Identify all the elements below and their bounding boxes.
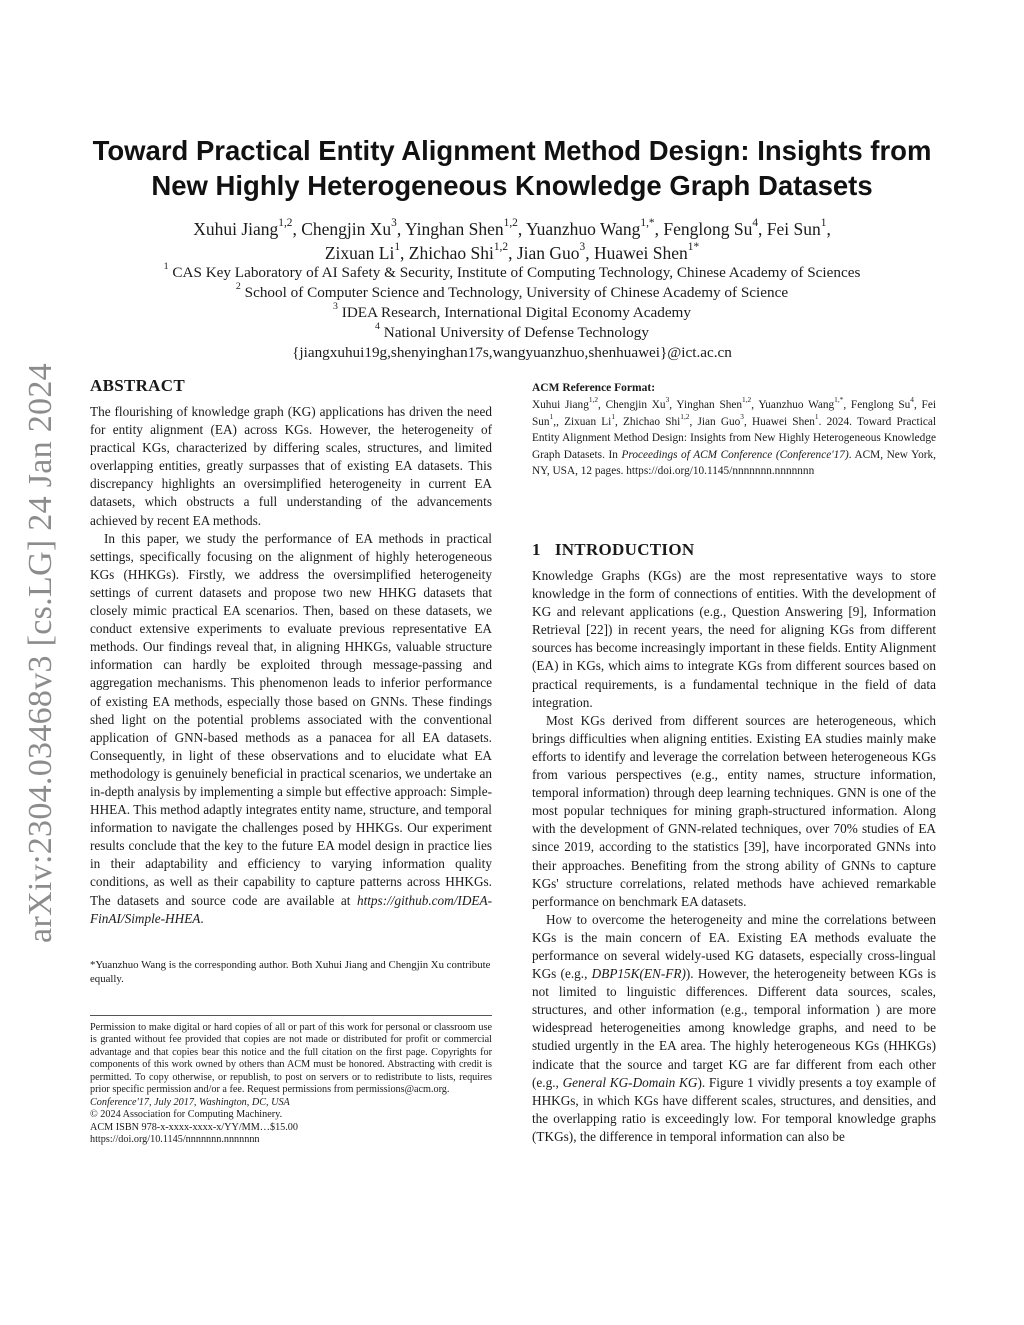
affiliation-sup: 2	[235, 281, 241, 293]
arxiv-stamp-text: arXiv:2304.03468v3 [cs.LG] 24 Jan 2024	[22, 362, 59, 943]
intro-p3-text: ). Figure 1 vividly presents a toy example of HHKGs, in which KGs have different scales, structures, and densities, and the overlapping ratio is exceedingly low. For temporal knowledge graphs (TKGs), the difference in temporal information can also be	[532, 1074, 937, 1144]
ref-sup: 1	[814, 411, 819, 421]
author-name: Huawei Shen	[593, 243, 688, 263]
intro-p3-text: How to overcome the heterogeneity and mine the correlations between KGs is the main concern of EA. Existing EA methods evaluate the performance on several widely-used KG datasets, especially cross-lingual KGs (e.g.,	[532, 911, 936, 982]
intro-p3-italic: DBP15K(EN-FR)	[591, 966, 686, 982]
corresponding-author-footnote: *Yuanzhuo Wang is the corresponding author. Both Xuhui Jiang and Chengjin Xu contribute equally.	[90, 958, 491, 985]
affiliation	[90, 323, 934, 343]
abstract-paragraph-1: The flourishing of knowledge graph (KG) applications has driven the need for entity alignment (EA) across KGs. However, the heterogeneity of practical KGs, characterized by differing scales, structures, and limited overlapping entities, greatly surpasses that of existing EA datasets. This discrepancy highlights an oversimplified heterogeneity in current EA datasets, which obstructs a full understanding of the advancements achieved by recent EA methods.	[90, 404, 492, 528]
title-line-2: New Highly Heterogeneous Knowledge Graph Datasets	[151, 170, 873, 201]
author-name: Xuhui Jiang	[193, 219, 279, 239]
conference-info: Conference'17, July 2017, Washington, DC, USA	[90, 1096, 290, 1108]
author-list	[100, 217, 924, 265]
author-line-2	[100, 241, 924, 265]
ref-sup: 1,2	[742, 395, 752, 405]
author-sep: ,	[758, 219, 767, 239]
acm-reference-heading: ACM Reference Format:	[532, 382, 656, 394]
intro-paragraph-1: Knowledge Graphs (KGs) are the most representative ways to store knowledge in the form of connections of entities. With the development of KG and relevant applications (e.g., Question Answering [9], Information Retrieval [22]) in recent years, the need for aligning KGs from different sources has become increasingly important in these fields. Entity Alignment (EA) in KGs, which aims to integrate KGs from different sources based on practical requirements, is a fundamental technique in the field of data integration.	[532, 568, 936, 710]
author-name: Fenglong Su	[663, 219, 753, 239]
ref-author: , Fei Sun	[532, 399, 936, 428]
ref-sup: 1	[611, 411, 615, 421]
ref-sup: 3	[740, 411, 744, 421]
author-name: Yuanzhuo Wang	[525, 219, 641, 239]
author-sep: ,	[826, 219, 831, 239]
affiliation-text: National University of Defense Technology	[383, 324, 649, 341]
affiliation-sup: 3	[333, 301, 338, 313]
author-line-1	[100, 217, 924, 241]
affiliation	[90, 283, 934, 303]
copyright-notice: © 2024 Association for Computing Machinery.	[90, 1109, 283, 1121]
arxiv-stamp	[20, 362, 62, 943]
author-emails: {jiangxuhui19g,shenyinghan17s,wangyuanzhuo,shenhuawei}@ict.ac.cn	[292, 344, 732, 361]
source-code-link[interactable]: https://github.com/IDEA-FinAI/Simple-HHEA	[90, 892, 492, 926]
author-affil-sup: 1*	[687, 241, 700, 254]
intro-paragraph-2: Most KGs derived from different sources are heterogeneous, which brings difficulties when aligning entities. Existing EA studies mainly make efforts to identify and leverage the correlation between heterogeneous KGs from various perspectives (e.g., entity names, structure information, temporal information) through deep learning techniques. GNN is one of the most popular techniques for mining graph-structured information. Along with the development of GNN-related techniques, over 70% studies of EA since 2019, according to the statistics [39], have incorporated GNNs into their approaches. Benefiting from the strong ability of GNNs to capture KGs' structure correlations, related methods have achieved remarkable performance on benchmark EA datasets.	[532, 712, 936, 909]
author-affil-sup: 1,2	[503, 217, 518, 230]
affiliation-sup: 4	[375, 321, 380, 333]
abstract-heading: ABSTRACT	[90, 376, 185, 395]
author-affil-sup: 1,2	[278, 217, 293, 230]
author-sep: ,	[396, 219, 405, 239]
author-sep: ,	[292, 219, 302, 239]
ref-sup: 4	[910, 395, 914, 405]
affiliation-text: IDEA Research, International Digital Economy Academy	[341, 304, 691, 321]
isbn: ACM ISBN 978-x-xxxx-xxxx-x/YY/MM…$15.00	[90, 1121, 298, 1133]
author-name: Fei Sun	[766, 219, 821, 239]
affiliation	[90, 263, 934, 283]
paper-title	[60, 133, 964, 203]
title-line-1: Toward Practical Entity Alignment Method Design: Insights from	[92, 135, 932, 166]
author-affil-sup: 1	[394, 241, 401, 254]
ref-author: , Zhichao Shi	[615, 415, 681, 428]
affiliation-sup: 1	[163, 261, 169, 273]
ref-sup: 1,*	[834, 395, 844, 405]
intro-p3-text: ). However, the heterogeneity between KGs is not limited to linguistic differences. Different data sources, scales, structures, and other information (e.g., temporal information ) are more widespread heterogeneities among knowledge graphs, and need to be studied urgently in the EA area. The highly heterogeneous KGs (HHKGs) indicate that the source and target KG are far different from each other (e.g.,	[532, 966, 936, 1090]
author-affil-sup: 3	[579, 241, 586, 254]
author-name: Jian Guo	[516, 243, 580, 263]
left-column	[90, 376, 492, 1147]
ref-text: . ACM, New York, NY, USA, 12 pages. https://doi.org/10.1145/nnnnnnn.nnnnnnn	[532, 448, 936, 477]
ref-author: , Yuanzhuo Wang	[751, 399, 835, 411]
author-name: Chengjin Xu	[301, 219, 392, 239]
author-affil-sup: 3	[391, 217, 397, 230]
affiliation-text: School of Computer Science and Technology, University of Chinese Academy of Science	[244, 284, 789, 301]
author-affil-sup: 1,*	[640, 217, 655, 230]
ref-sup: 1,2	[588, 395, 599, 405]
author-sep: ,	[654, 219, 664, 239]
abstract-paragraph-2-end: .	[200, 910, 204, 926]
author-name: Zixuan Li	[324, 243, 395, 263]
introduction-section	[532, 540, 936, 1146]
affiliation	[90, 303, 934, 323]
ref-sup: 1	[549, 411, 554, 421]
author-affil-sup: 1	[820, 217, 827, 230]
ref-text: . 2024. Toward Practical Entity Alignment Method Design: Insights from New Highly Heterogeneous Knowledge Graph Datasets. In	[532, 415, 937, 461]
ref-author: , Fenglong Su	[843, 399, 911, 411]
permission-block	[90, 1015, 492, 1147]
ref-author: ,, Zixuan Li	[553, 415, 612, 428]
section-number: 1	[532, 540, 541, 559]
ref-proceedings: Proceedings of ACM Conference (Conference'17)	[621, 448, 849, 461]
ref-author: , Jian Guo	[689, 415, 741, 428]
acm-reference-block	[532, 382, 936, 480]
author-sep: ,	[400, 243, 409, 263]
ref-sup: 1,2	[680, 411, 690, 421]
author-sep: ,	[517, 219, 526, 239]
permission-text: Permission to make digital or hard copies of all or part of this work for personal or classroom use is granted without fee provided that copies are not made or distributed for profit or commercial advantage and that copies bear this notice and the full citation on the first page. Copyrights for components of this work owned by others than ACM must be honored. Abstracting with credit is permitted. To copy otherwise, or republish, to post on servers or to redistribute to lists, requires prior specific permission and/or a fee. Request permissions from permissions@acm.org.	[90, 1021, 492, 1096]
acm-reference-text	[532, 397, 936, 480]
intro-p3-italic: General KG-Domain KG	[562, 1074, 698, 1090]
ref-sup: 3	[665, 395, 670, 405]
abstract-paragraph-2	[90, 530, 492, 928]
section-title: INTRODUCTION	[554, 540, 695, 559]
ref-author: Xuhui Jiang	[532, 399, 589, 411]
ref-author: , Chengjin Xu	[598, 399, 666, 411]
introduction-heading	[532, 540, 936, 560]
author-affil-sup: 1,2	[493, 241, 509, 254]
author-name: Zhichao Shi	[408, 243, 494, 263]
author-affil-sup: 4	[752, 217, 759, 230]
author-name: Yinghan Shen	[404, 219, 504, 239]
affiliation-list	[90, 263, 934, 363]
author-sep: ,	[508, 243, 517, 263]
ref-author: , Yinghan Shen	[669, 399, 743, 411]
doi-link[interactable]: https://doi.org/10.1145/nnnnnnn.nnnnnnn	[90, 1134, 260, 1146]
affiliation-text: CAS Key Laboratory of AI Safety & Security, Institute of Computing Technology, Chinese Academy of Sciences	[172, 264, 861, 281]
intro-paragraph-3	[532, 911, 936, 1146]
abstract-paragraph-2-text: In this paper, we study the performance of EA methods in practical settings, specifically focusing on the alignment of highly heterogeneous KGs (HHKGs). Firstly, we address the oversimplified heterogeneity settings of current datasets and propose two new HHKG datasets that closely mimic practical EA scenarios. Then, based on these datasets, we conduct extensive experiments to evaluate previous representative EA methods. Our findings reveal that, in aligning HHKGs, valuable structure information can hardly be exploited through message-passing and aggregation mechanisms. This phenomenon leads to inferior performance of existing EA methods, especially those based on GNNs. These findings shed light on the potential problems associated with the conventional application of GNN-based methods as a panacea for all EA datasets. Consequently, in light of these observations and to elucidate what EA methodology is genuinely beneficial in practical scenarios, we undertake an in-depth analysis by implementing a simple but effective approach: Simple-HHEA. This method adaptly integrates entity name, structure, and temporal information to navigate the challenges posed by HHKGs. Our experiment results conclude that the key to the future EA model design in practice lies in their adaptability and efficiency to varying information quality conditions, as well as their capability to capture patterns across HHKGs. The datasets and source code are available at	[90, 530, 492, 908]
ref-author: , Huawei Shen	[743, 415, 815, 428]
author-sep: ,	[585, 243, 594, 263]
